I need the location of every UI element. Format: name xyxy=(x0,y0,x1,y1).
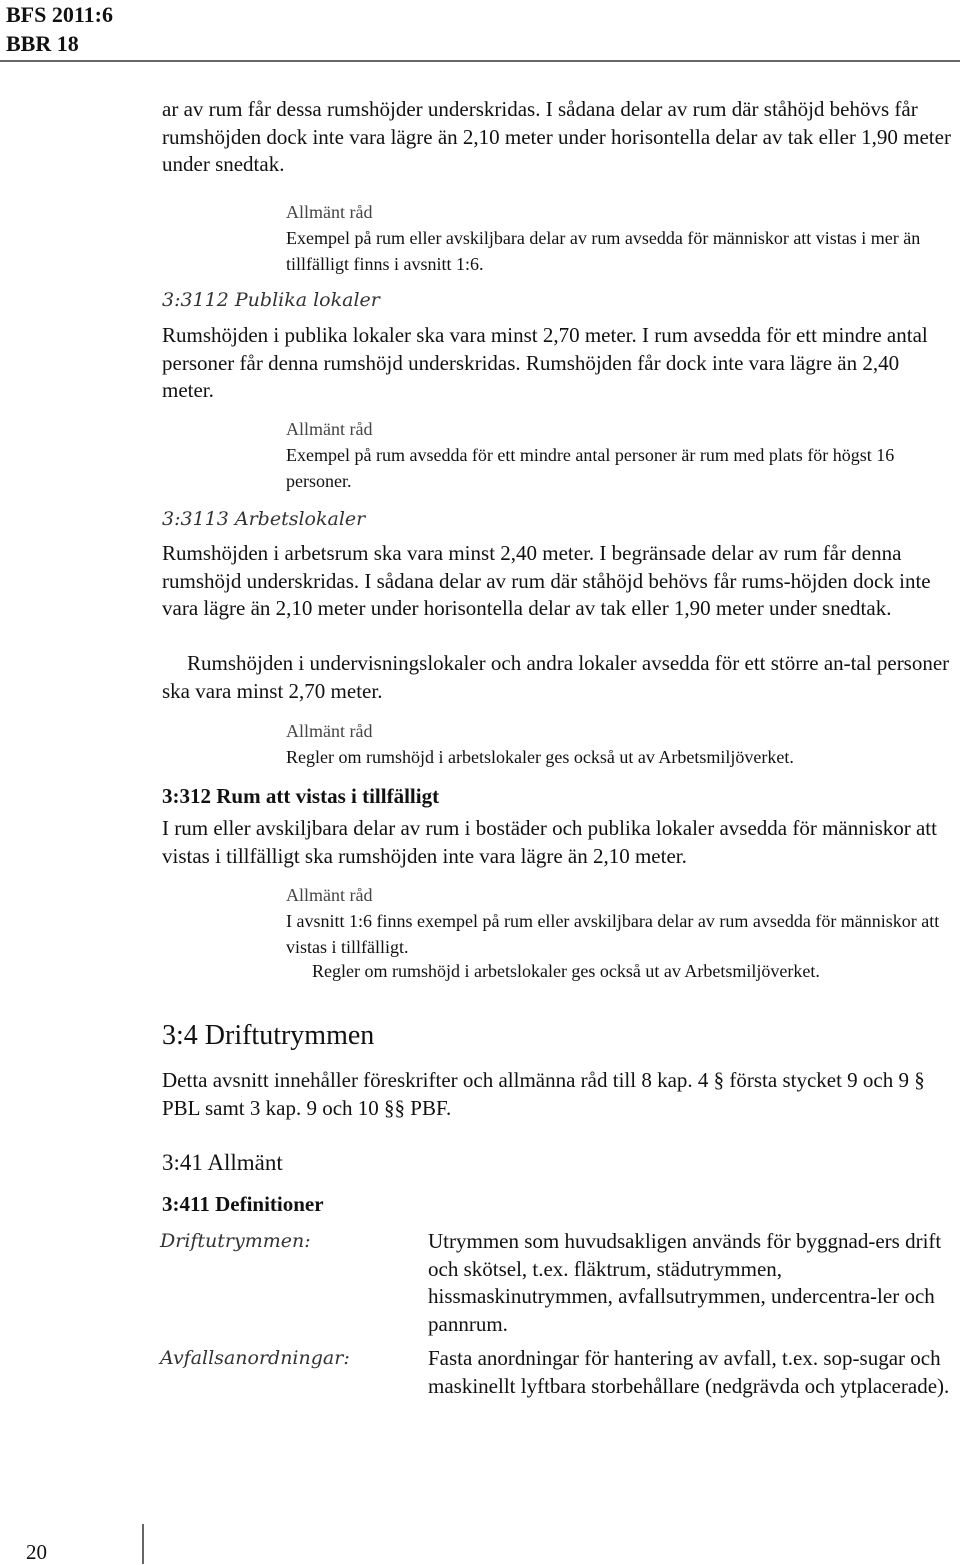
section-text-3113: Rumshöjden i arbetsrum ska vara minst 2,40 meter. I begränsade delar av rum får denna rumshöjd underskridas. I sådana delar av rum där ståhöjd behövs får rums-höjden dock inte vara lägre än 2,10 meter under horisontella delar av tak eller 1,90 meter under snedtak. xyxy=(162,541,931,620)
header-rule xyxy=(0,60,960,62)
section-text-34: Detta avsnitt innehåller föreskrifter och allmänna råd till 8 kap. 4 § första stycket 9 och 9 § PBL samt 3 kap. 9 och 10 §§ PBF. xyxy=(162,1068,925,1120)
section-heading-3113: 3:3113 Arbetslokaler xyxy=(162,508,366,530)
definition-text: Fasta anordningar för hantering av avfall, t.ex. sop-sugar och maskinellt lyftbara storbehållare (nedgrävda och ytplacerade). xyxy=(428,1346,950,1398)
definition-text: Utrymmen som huvudsakligen används för byggnad-ers drift och skötsel, t.ex. fläktrum, städutrymmen, hissmaskinutrymmen, avfallsutrymmen, undercentra-ler och pannrum. xyxy=(428,1229,942,1336)
section-heading-341: 3:41 Allmänt xyxy=(162,1150,283,1175)
header-bfs: BFS 2011:6 xyxy=(6,2,113,27)
advice-text: Exempel på rum eller avskiljbara delar av rum avsedda för människor att vistas i mer än tillfälligt finns i avsnitt 1:6. xyxy=(286,228,921,274)
chapter-heading-34: 3:4 Driftutrymmen xyxy=(162,1020,375,1051)
section-heading-312: 3:312 Rum att vistas i tillfälligt xyxy=(162,784,440,808)
header-bbr: BBR 18 xyxy=(6,31,79,56)
section-heading-3411: 3:411 Definitioner xyxy=(162,1192,324,1216)
section-text-3112: Rumshöjden i publika lokaler ska vara minst 2,70 meter. I rum avsedda för ett mindre antal personer får denna rumshöjd underskridas. Rumshöjden får dock inte vara lägre än 2,40 meter. xyxy=(162,323,928,402)
advice-text: Exempel på rum avsedda för ett mindre antal personer är rum med plats för högst 16 personer. xyxy=(286,445,895,491)
advice-heading: Allmänt råd xyxy=(286,419,373,439)
advice-heading: Allmänt råd xyxy=(286,202,373,222)
definition-term: Avfallsanordningar: xyxy=(160,1347,350,1369)
section-text-312: I rum eller avskiljbara delar av rum i bostäder och publika lokaler avsedda för människor att vistas i tillfälligt ska rumshöjden inte vara lägre än 2,10 meter. xyxy=(162,816,937,868)
document-header xyxy=(6,0,113,58)
advice-heading: Allmänt råd xyxy=(286,885,373,905)
section-text-3113-b: Rumshöjden i undervisningslokaler och andra lokaler avsedda för ett större an-tal personer ska vara minst 2,70 meter. xyxy=(162,651,950,703)
advice-heading: Allmänt råd xyxy=(286,721,373,741)
section-heading-3112: 3:3112 Publika lokaler xyxy=(162,289,380,311)
definition-term: Driftutrymmen: xyxy=(160,1230,311,1252)
advice-text: I avsnitt 1:6 finns exempel på rum eller avskiljbara delar av rum avsedda för människor att vistas i tillfälligt. xyxy=(286,911,940,957)
advice-text: Regler om rumshöjd i arbetslokaler ges också ut av Arbetsmiljöverket. xyxy=(312,961,820,981)
margin-rule xyxy=(142,1524,144,1564)
paragraph-continued: ar av rum får dessa rumshöjder underskridas. I sådana delar av rum där ståhöjd behövs får rumshöjden dock inte vara lägre än 2,10 meter under horisontella delar av tak eller 1,90 meter under snedtak. xyxy=(162,97,951,176)
advice-text: Regler om rumshöjd i arbetslokaler ges också ut av Arbetsmiljöverket. xyxy=(286,747,794,767)
page-number: 20 xyxy=(26,1540,47,1564)
